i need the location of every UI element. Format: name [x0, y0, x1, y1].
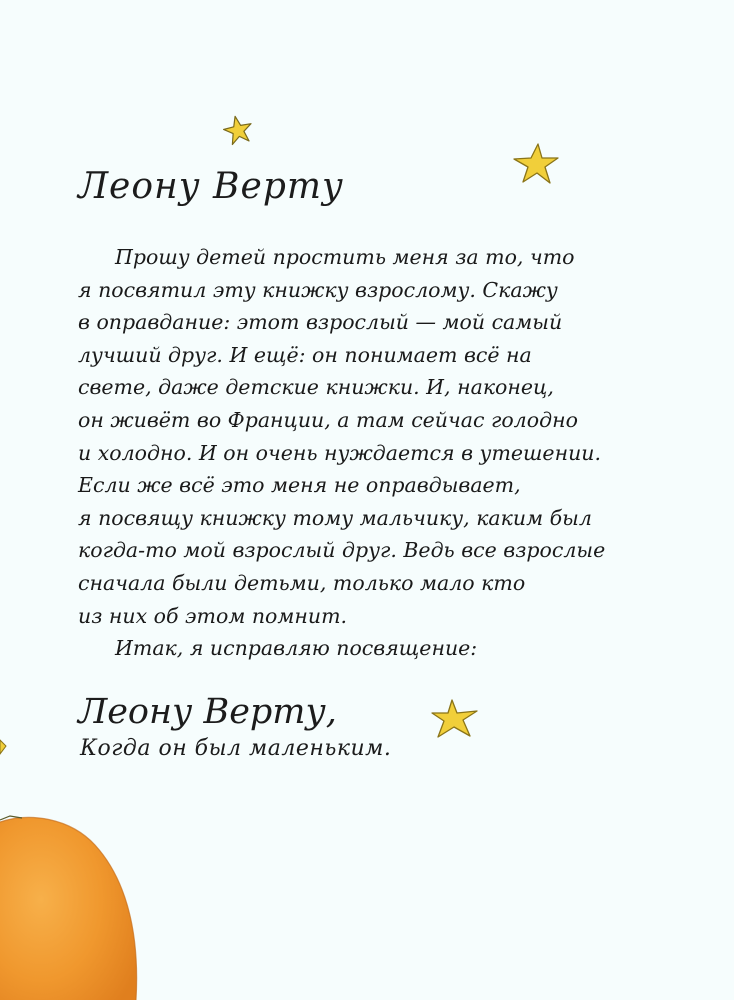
signature-subtitle: Когда он был маленьким. — [80, 736, 392, 761]
star-icon — [512, 142, 560, 186]
planet-icon — [0, 800, 150, 1000]
dedication-title: Леону Верту — [78, 166, 344, 207]
text-line: свете, даже детские книжки. И, наконец, — [78, 375, 554, 400]
text-line: и холодно. И он очень нуждается в утешении. — [78, 440, 601, 465]
text-line: когда-то мой взрослый друг. Ведь все взрослые — [78, 538, 606, 563]
signature-name: Леону Верту, — [78, 692, 337, 732]
star-icon — [430, 698, 480, 740]
text-line: в оправдание: этот взрослый — мой самый — [78, 310, 563, 335]
text-line: Если же всё это меня не оправдывает, — [78, 473, 521, 498]
star-icon — [0, 736, 10, 758]
dedication-text — [78, 241, 678, 665]
text-line: Прошу детей простить меня за то, что — [115, 245, 575, 269]
closing-line: Итак, я исправляю посвящение: — [115, 636, 478, 661]
text-line: сначала были детьми, только мало кто — [78, 570, 526, 595]
text-line: из них об этом помнит. — [78, 603, 348, 628]
text-line: я посвятил эту книжку взрослому. Скажу — [78, 277, 558, 302]
text-line: я посвящу книжку тому мальчику, каким был — [78, 505, 592, 530]
text-line: лучший друг. И ещё: он понимает всё на — [78, 342, 532, 367]
star-icon — [222, 114, 254, 146]
text-line: он живёт во Франции, а там сейчас голодно — [78, 407, 578, 432]
